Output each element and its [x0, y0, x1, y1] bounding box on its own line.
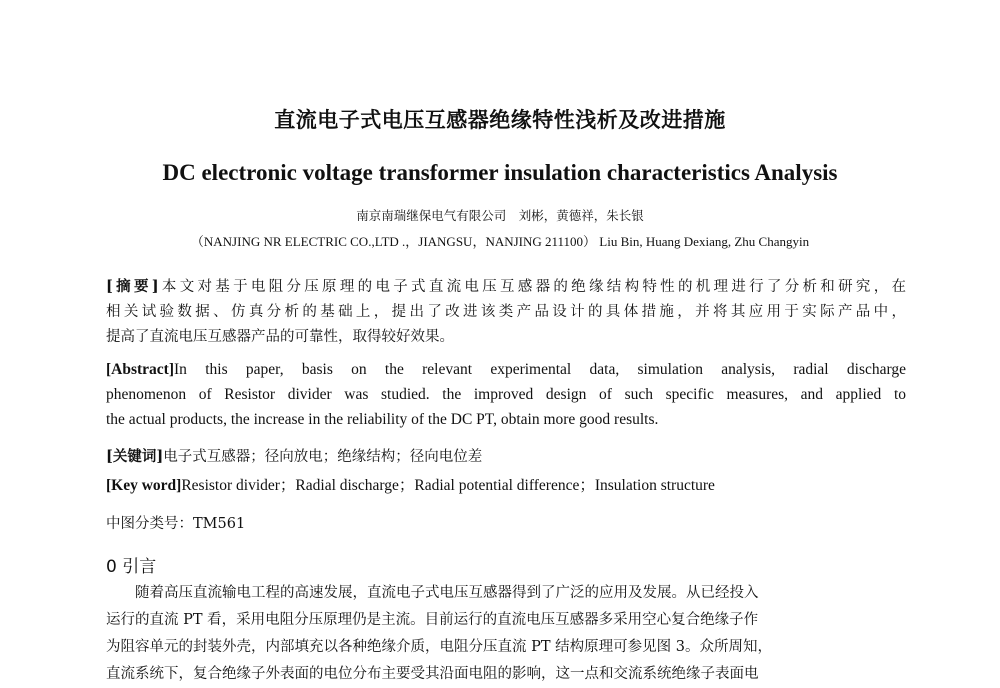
chinese-keywords-label: [关键词]: [106, 448, 164, 465]
body-line: 随着高压直流输电工程的高速发展，直流电子式电压互感器得到了广泛的应用及发展。从已经投入: [135, 585, 759, 601]
english-abstract-line: phenomenon of Resistor divider was studied. the improved design of such specific measures, and applied to: [106, 386, 906, 403]
chinese-abstract-line: [摘要]本文对基于电阻分压原理的电子式直流电压互感器的绝缘结构特性的机理进行了分析和研究，在: [106, 278, 906, 295]
chinese-keywords-text: 电子式互感器；径向放电；绝缘结构；径向电位差: [163, 449, 483, 465]
chinese-abstract-line: 提高了直流电压互感器产品的可靠性，取得较好效果。: [106, 329, 454, 345]
chinese-abstract-label: [摘要]: [106, 278, 159, 295]
english-keywords-label: [Key word]: [106, 477, 182, 494]
english-abstract: [106, 357, 906, 432]
classification-number: 中图分类号：TM561: [106, 516, 246, 532]
english-abstract-line: [Abstract]In this paper, basis on the relevant experimental data, simulation analysis, radial discharge: [106, 361, 906, 378]
english-keywords: [106, 473, 906, 498]
body-line: 运行的直流 PT 看，采用电阻分压原理仍是主流。目前运行的直流电压互感器多采用空心复合绝缘子作: [106, 612, 759, 628]
chinese-title: 直流电子式电压互感器绝缘特性浅析及改进措施: [274, 108, 726, 132]
body-line: 为阻容单元的封装外壳，内部填充以各种绝缘介质，电阻分压直流 PT 结构原理可参见图 3。众所周知，: [106, 639, 772, 655]
english-abstract-label: [Abstract]: [106, 361, 175, 378]
english-abstract-line: the actual products, the increase in the reliability of the DC PT, obtain more good results.: [106, 411, 659, 428]
english-keywords-text: Resistor divider；Radial discharge；Radial potential difference；Insulation structure: [181, 477, 715, 494]
chinese-keywords: [106, 444, 906, 470]
english-affiliation: （NANJING NR ELECTRIC CO.,LTD .，JIANGSU，NANJING 211100） Liu Bin, Huang Dexiang, Zhu Changyin: [190, 234, 810, 249]
english-title: DC electronic voltage transformer insulation characteristics Analysis: [162, 160, 838, 185]
chinese-abstract: [106, 274, 906, 350]
chinese-affiliation: 南京南瑞继保电气有限公司 刘彬，黄德祥，朱长银: [356, 208, 644, 223]
body-line: 直流系统下，复合绝缘子外表面的电位分布主要受其沿面电阻的影响，这一点和交流系统绝缘子表面电: [106, 666, 759, 682]
section-heading: 0 引言: [106, 557, 157, 577]
chinese-abstract-line: 相关试验数据、仿真分析的基础上，提出了改进该类产品设计的具体措施，并将其应用于实际产品中，: [106, 304, 906, 320]
body-text: [106, 580, 906, 688]
